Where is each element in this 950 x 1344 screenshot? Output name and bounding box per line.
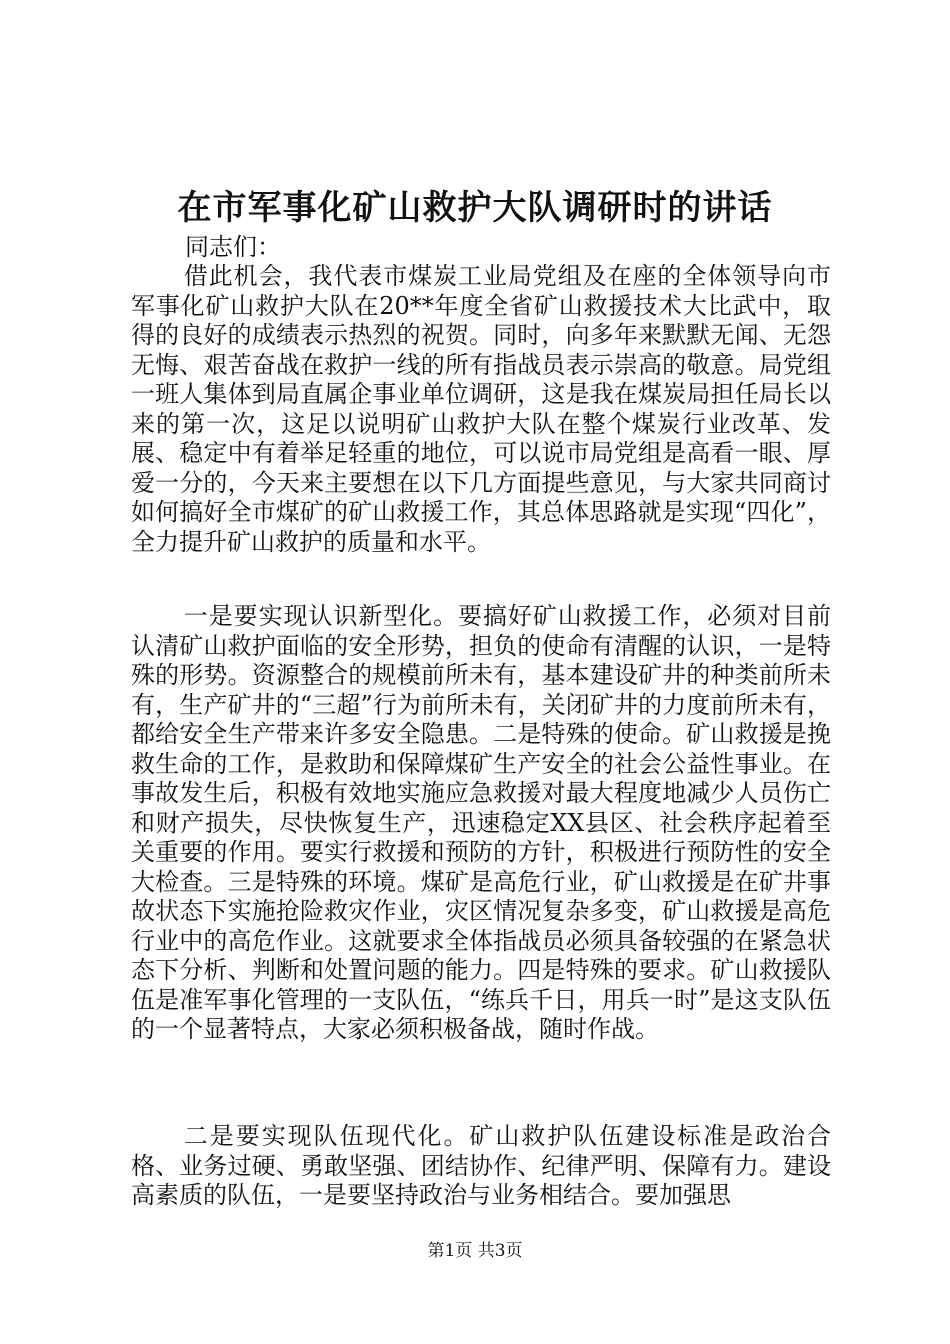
paragraph-1: 借此机会，我代表市煤炭工业局党组及在座的全体领导向市军事化矿山救护大队在20**年度全省矿山救援技术大比武中，取得的良好的成绩表示热烈的祝贺。同时，向多年来默默无闻、无怨无悔、艰苦奋战在救护一线的所有指战员表示崇高的敬意。局党组一班人集体到局直属企事业单位调研，这是我在煤炭局担任局长以来的第一次，这足以说明矿山救护大队在整个煤炭行业改革、发展、稳定中有着举足轻重的地位，可以说市局党组是高看一眼、厚爱一分的，今天来主要想在以下几方面提些意见，与大家共同商讨如何搞好全市煤矿的矿山救援工作，其总体思路就是实现“四化”，全力提升矿山救护的质量和水平。 — [131, 262, 831, 556]
paragraph-1-block — [131, 262, 831, 557]
salutation: 同志们： — [185, 233, 281, 261]
document-title: 在市军事化矿山救护大队调研时的讲话 — [177, 188, 773, 228]
paragraph-2-block — [131, 602, 831, 1045]
page-number-footer: 第1页 共3页 — [427, 1241, 523, 1261]
paragraph-2: 一是要实现认识新型化。要搞好矿山救援工作，必须对目前认清矿山救护面临的安全形势，担负的使命有清醒的认识，一是特殊的形势。资源整合的规模前所未有，基本建设矿井的种类前所未有，生产矿井的“三超”行为前所未有，关闭矿井的力度前所未有，都给安全生产带来许多安全隐患。二是特殊的使命。矿山救援是挽救生命的工作，是救助和保障煤矿生产安全的社会公益性事业。在事故发生后，积极有效地实施应急救援对最大程度地减少人员伤亡和财产损失，尽快恢复生产，迅速稳定XX县区、社会秩序起着至关重要的作用。要实行救援和预防的方针，积极进行预防性的安全大检查。三是特殊的环境。煤矿是高危行业，矿山救援是在矿井事故状态下实施抢险救灾作业，灾区情况复杂多变，矿山救援是高危行业中的高危作业。这就要求全体指战员必须具备较强的在紧急状态下分析、判断和处置问题的能力。四是特殊的要求。矿山救援队伍是准军事化管理的一支队伍，“练兵千日，用兵一时”是这支队伍的一个显著特点，大家必须积极备战，随时作战。 — [131, 602, 831, 1043]
paragraph-3-block — [131, 1122, 831, 1211]
paragraph-3: 二是要实现队伍现代化。矿山救护队伍建设标准是政治合格、业务过硬、勇敢坚强、团结协作、纪律严明、保障有力。建设高素质的队伍，一是要坚持政治与业务相结合。要加强思 — [131, 1122, 831, 1209]
